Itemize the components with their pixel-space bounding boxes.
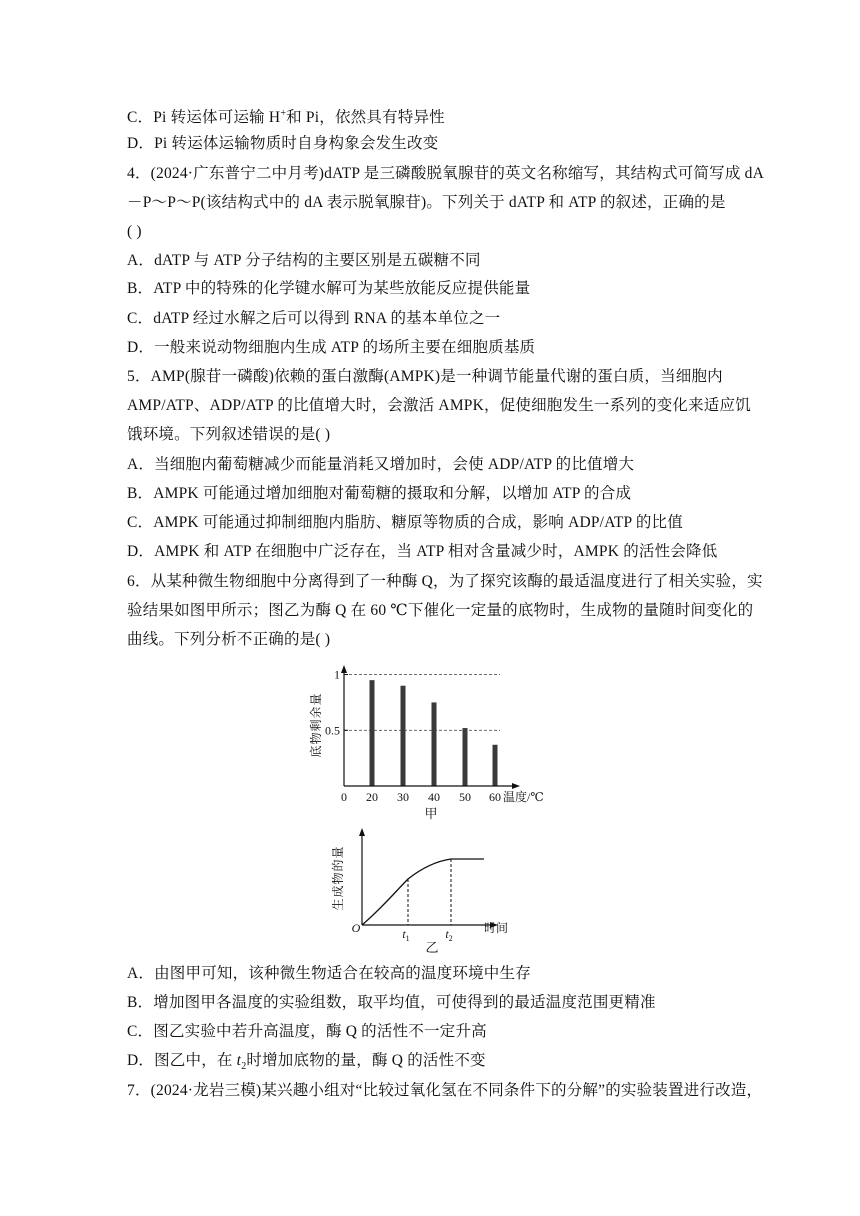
q5-option-a: A．当细胞内葡萄糖减少而能量消耗又增加时，会使 ADP/ATP 的比值增大 [127,456,635,473]
jia-y-axis-arrow [341,665,347,673]
figure-jia-bar-chart [300,665,560,825]
jia-bar-40 [432,702,437,786]
q5-option-b: B．AMPK 可能通过增加细胞对葡萄糖的摄取和分解，以增加 ATP 的合成 [127,485,632,502]
q3-option-d: D．Pi 转运体运输物质时自身构象会发生改变 [127,135,439,152]
yi-caption: 乙 [425,940,439,955]
q4-stem-line-2: －P～P～P(该结构式中的 dA 表示脱氧腺苷)。下列关于 dATP 和 ATP 的叙述，正确的是 [127,194,726,211]
q4-option-a: A．dATP 与 ATP 分子结构的主要区别是五碳糖不同 [127,252,481,269]
jia-bar-20 [370,680,375,786]
q7-stem-line-1: 7．(2024·龙岩三模)某兴趣小组对“比较过氧化氢在不同条件下的分解”的实验装置进行改造， [127,1082,763,1099]
q6-option-b: B．增加图甲各温度的实验组数，取平均值，可使得到的最适温度范围更精准 [127,994,656,1011]
yi-y-axis-label: 生成物的量 [331,845,345,911]
q3-option-c: C．Pi 转运体可运输 H+和 Pi，依然具有特异性 [127,108,445,127]
q5-option-d: D．AMPK 和 ATP 在细胞中广泛存在，当 ATP 相对含量减少时，AMPK 的活性会降低 [127,543,718,560]
jia-caption: 甲 [424,806,438,821]
jia-x-tick-label-40: 40 [428,790,440,804]
jia-x-tick-label-50: 50 [459,790,471,804]
q6-option-c: C．图乙实验中若升高温度，酶 Q 的活性不一定升高 [127,1023,487,1040]
jia-x-tick-label-60: 60 [489,790,501,804]
q4-option-d: D．一般来说动物细胞内生成 ATP 的场所主要在细胞质基质 [127,339,536,356]
jia-x-tick-label-30: 30 [397,790,409,804]
yi-product-curve [362,859,484,925]
q6-stem-line-2: 验结果如图甲所示；图乙为酶 Q 在 60 ℃下催化一定量的底物时，生成物的量随时间变化的 [127,602,754,619]
jia-y-axis-label: 底物剩余量 [309,692,323,758]
q6-stem-line-1: 6．从某种微生物细胞中分离得到了一种酶 Q，为了探究该酶的最适温度进行了相关实验，实 [127,573,763,590]
q4-stem-line-1: 4．(2024·广东普宁二中月考)dATP 是三磷酸脱氧腺苷的英文名称缩写，其结构式可简写成 dA [127,165,764,182]
jia-x-axis-label: 温度/℃ [503,790,544,804]
jia-bar-60 [493,745,498,786]
q5-stem-line-3: 饿环境。下列叙述错误的是( ) [127,426,331,443]
jia-y-tick-label-1: 0.5 [325,723,340,738]
q5-option-c: C．AMPK 可能通过抑制细胞内脂肪、糖原等物质的合成，影响 ADP/ATP 的比值 [127,514,683,531]
jia-x-tick-label-20: 20 [366,790,378,804]
q6-stem-line-3: 曲线。下列分析不正确的是( ) [127,631,331,648]
yi-x-axis-label: 时间 [484,921,509,935]
yi-t1-label: $t_1$ [402,927,410,943]
jia-y-tick-label-0: 1 [334,667,340,682]
q4-option-c: C．dATP 经过水解之后可以得到 RNA 的基本单位之一 [127,310,501,327]
q6-option-a: A．由图甲可知，该种微生物适合在较高的温度环境中生存 [127,965,531,982]
jia-origin-label: 0 [341,790,347,804]
q5-stem-line-1: 5．AMP(腺苷一磷酸)依赖的蛋白激酶(AMPK)是一种调节能量代谢的蛋白质，当细胞内 [127,368,723,385]
jia-x-axis-arrow [512,783,520,789]
yi-y-axis-arrow [359,828,365,836]
yi-t2-label: $t_2$ [445,927,453,943]
q6-option-d: D．图乙中，在 $t_2$时增加底物的量，酶 Q 的活性不变 [127,1052,486,1073]
jia-bar-30 [401,686,406,786]
q4-answer-blank: ( ) [127,223,142,240]
figure-yi-line-chart [312,828,532,956]
yi-origin-label: O [351,921,361,935]
jia-bar-50 [463,728,468,786]
q4-option-b: B．ATP 中的特殊的化学键水解可为某些放能反应提供能量 [127,280,531,297]
q5-stem-line-2: AMP/ATP、ADP/ATP 的比值增大时，会激活 AMPK，促使细胞发生一系列的变化来适应饥 [127,397,751,414]
